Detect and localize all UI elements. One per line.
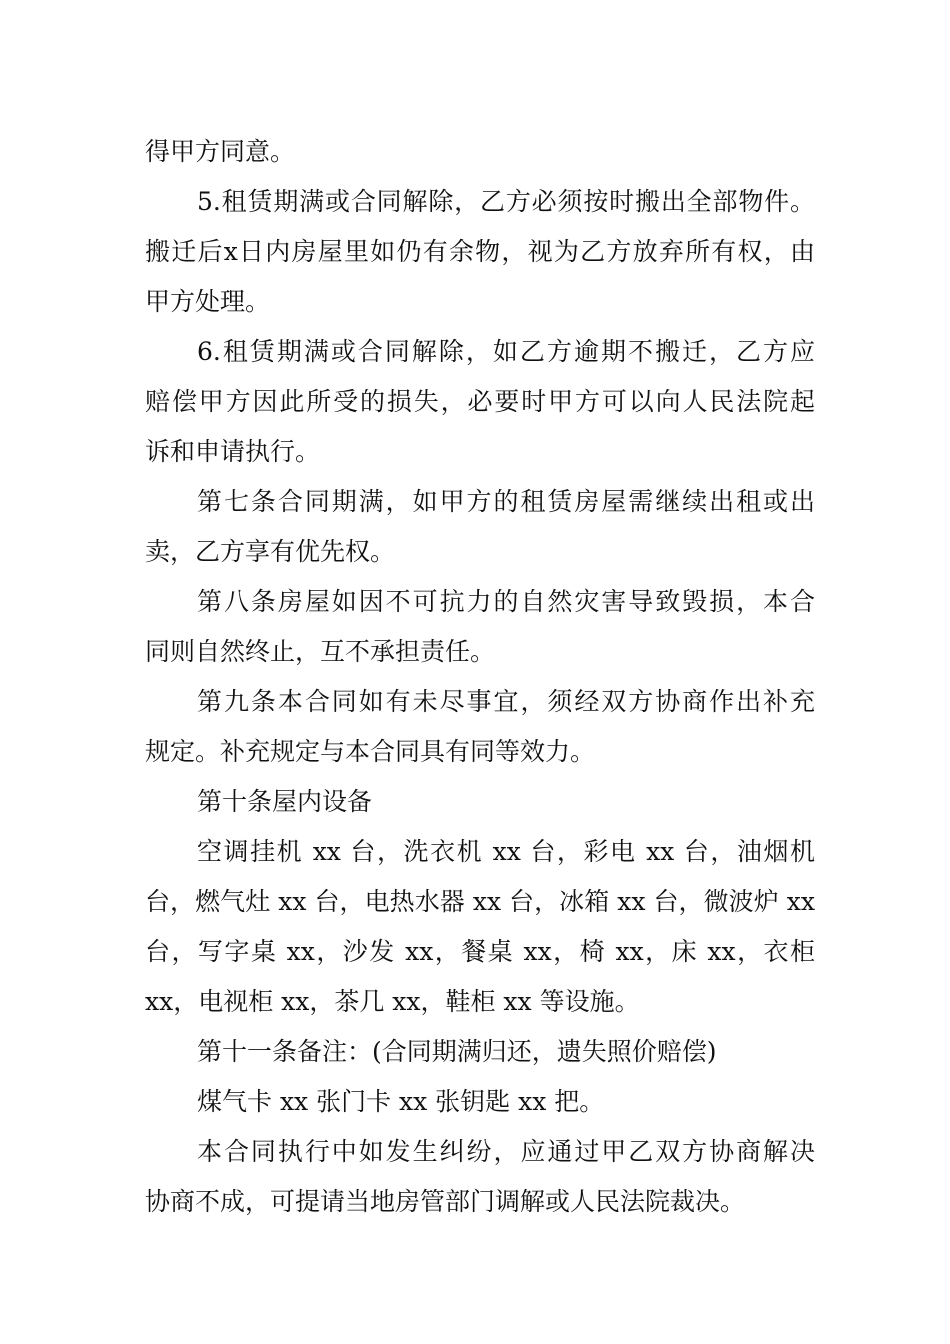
contract-text [145,127,815,1227]
text-line: 台，燃气灶 xx 台，电热水器 xx 台，冰箱 xx 台，微波炉 xx [145,887,815,916]
text-line: 第八条房屋如因不可抗力的自然灾害导致毁损，本合 [197,587,815,616]
text-line: 得甲方同意。 [145,137,296,166]
text-line: 同则自然终止，互不承担责任。 [145,637,496,666]
text-line: 6.租赁期满或合同解除，如乙方逾期不搬迁，乙方应 [197,337,815,366]
text-line: 搬迁后x日内房屋里如仍有余物，视为乙方放弃所有权，由 [145,237,815,266]
text-line: 空调挂机 xx 台，洗衣机 xx 台，彩电 xx 台，油烟机 [197,837,815,866]
text-line: 第十条屋内设备 [197,787,373,816]
text-line: 规定。补充规定与本合同具有同等效力。 [145,737,596,766]
text-line: xx，电视柜 xx，茶几 xx，鞋柜 xx 等设施。 [145,987,640,1016]
text-line: 诉和申请执行。 [145,437,321,466]
text-line: 卖，乙方享有优先权。 [145,537,396,566]
text-line: 台，写字桌 xx，沙发 xx，餐桌 xx，椅 xx，床 xx，衣柜 [145,937,815,966]
text-line: 第九条本合同如有未尽事宜，须经双方协商作出补充 [197,687,815,716]
text-line: 煤气卡 xx 张门卡 xx 张钥匙 xx 把。 [197,1087,605,1116]
text-line: 赔偿甲方因此所受的损失，必要时甲方可以向人民法院起 [145,387,815,416]
text-line: 第十一条备注：(合同期满归还，遗失照价赔偿) [197,1037,717,1066]
text-line: 第七条合同期满，如甲方的租赁房屋需继续出租或出 [197,487,815,516]
text-line: 本合同执行中如发生纠纷，应通过甲乙双方协商解决 [197,1137,815,1166]
text-line: 甲方处理。 [145,287,271,316]
text-line: 5.租赁期满或合同解除，乙方必须按时搬出全部物件。 [197,187,815,216]
text-line: 协商不成，可提请当地房管部门调解或人民法院裁决。 [145,1187,746,1216]
